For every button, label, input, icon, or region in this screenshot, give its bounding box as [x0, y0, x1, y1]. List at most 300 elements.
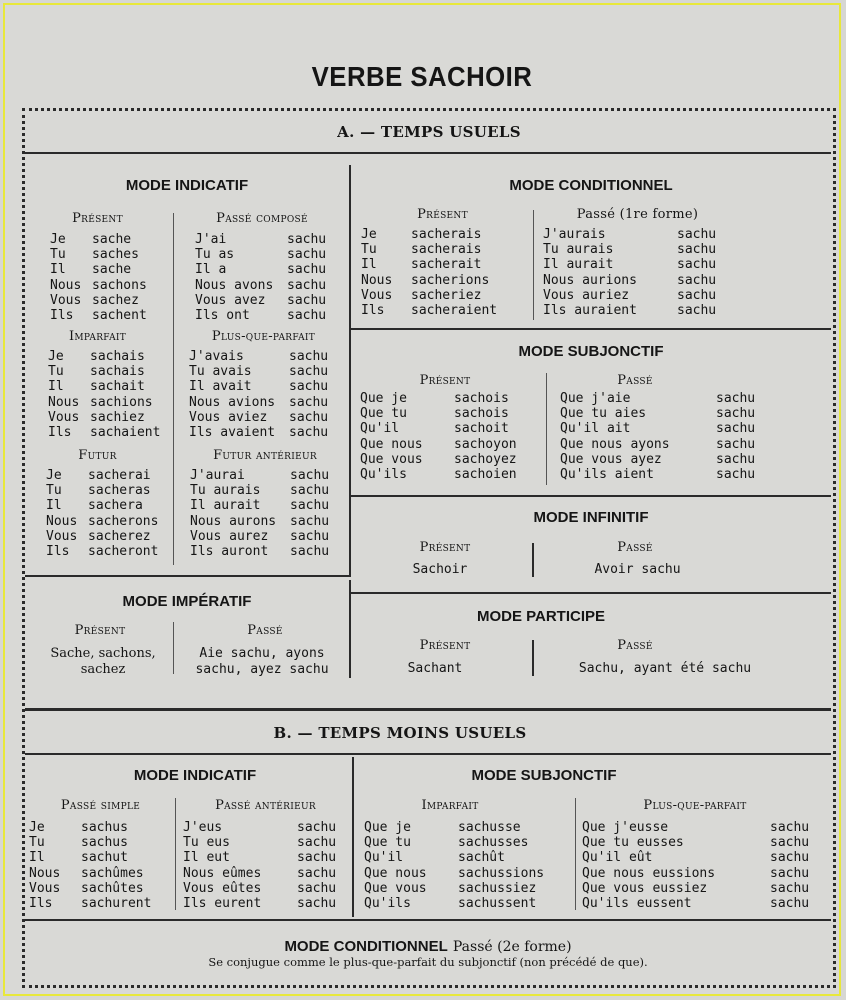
conjugation-subject: Qu'il eût	[582, 850, 653, 866]
conjugation-form: sachois	[454, 406, 509, 422]
conjugation-subject: Vous auriez	[543, 287, 630, 303]
conjugation-form: sachûtes	[81, 880, 144, 896]
imperatif-present-line2: sachez	[80, 662, 126, 677]
conjugation-row	[29, 820, 151, 835]
conjugation-form: sachu	[770, 835, 810, 851]
conjugation-subject: Tu	[29, 835, 45, 851]
conjugation-form: sacheraient	[411, 303, 498, 319]
conjugation-list	[364, 820, 544, 911]
conjugation-form: sachais	[90, 349, 145, 364]
conjugation-row	[560, 467, 755, 482]
divider	[25, 575, 351, 577]
conjugation-form: sachu	[677, 242, 717, 258]
conjugation-row	[48, 349, 160, 364]
conjugation-form: sachurent	[81, 896, 152, 912]
conjugation-row	[195, 247, 326, 262]
conjugation-subject: Que nous ayons	[560, 436, 670, 452]
tense-label: Plus-que-parfait	[643, 798, 747, 813]
conjugation-row	[46, 483, 158, 498]
conditionnel-title: MODE CONDITIONNEL	[509, 177, 673, 194]
conjugation-subject: Nous aurions	[543, 272, 637, 288]
conjugation-form: saches	[92, 247, 139, 263]
conjugation-subject: Ils	[46, 544, 70, 560]
conjugation-subject: Vous aviez	[189, 409, 268, 425]
divider	[349, 580, 351, 678]
conjugation-form: sachûmes	[81, 865, 144, 881]
conjugation-form: sachu	[287, 277, 327, 293]
infinitif-present-value: Sachoir	[412, 562, 468, 577]
conjugation-subject: Je	[46, 468, 62, 483]
conjugation-subject: Je	[48, 349, 64, 364]
divider	[25, 919, 831, 921]
conjugation-row	[560, 421, 755, 436]
conjugation-subject: Qu'il	[364, 850, 404, 866]
conjugation-row	[48, 364, 160, 379]
conjugation-row	[360, 437, 517, 452]
conjugation-form: sacheriez	[411, 287, 482, 303]
conjugation-form: sachu	[770, 880, 810, 896]
divider	[173, 213, 174, 565]
conjugation-subject: Il	[46, 498, 62, 514]
conjugation-form: sachoit	[454, 421, 509, 437]
conjugation-subject: Ils auraient	[543, 303, 637, 319]
conjugation-form: sachu	[297, 850, 337, 866]
conjugation-row	[183, 881, 336, 896]
conjugation-form: sachu	[677, 303, 717, 319]
divider	[351, 592, 831, 594]
conjugation-form: sachu	[716, 391, 756, 406]
conjugation-row	[48, 410, 160, 425]
conjugation-subject: Nous avions	[189, 394, 276, 410]
conjugation-form: sachus	[81, 835, 128, 851]
conjugation-form: sachu	[290, 528, 330, 544]
tense-label: Passé simple	[60, 798, 141, 813]
conjugation-subject: Ils	[48, 425, 72, 441]
conjugation-subject: Il	[50, 262, 66, 278]
conjugation-row	[183, 820, 336, 835]
conjugation-form: sachu	[289, 349, 329, 364]
conjugation-row	[360, 391, 517, 406]
participe-title: MODE PARTICIPE	[476, 608, 606, 625]
divider	[25, 753, 831, 755]
conjugation-form: sachu	[716, 467, 756, 483]
tense-label: Présent	[419, 638, 471, 653]
conjugation-subject: Vous	[46, 528, 78, 544]
tense-label: Présent	[74, 623, 126, 638]
conjugation-subject: Que vous ayez	[560, 451, 662, 467]
tense-label: Imparfait	[421, 798, 479, 813]
conjugation-subject: Il	[361, 257, 377, 273]
tense-label: Passé composé	[216, 211, 308, 226]
tense-label: Futur	[78, 448, 117, 463]
conjugation-row	[29, 850, 151, 865]
section-a-title: A. — TEMPS USUELS	[337, 123, 521, 141]
divider	[25, 708, 831, 711]
conjugation-list	[190, 468, 329, 559]
conjugation-row	[361, 303, 497, 318]
conjugation-list	[195, 232, 326, 323]
conjugation-list	[29, 820, 151, 911]
conjugation-form: sachu	[770, 865, 810, 881]
conjugation-form: sachu	[289, 364, 329, 380]
tense-label: Passé	[247, 623, 283, 638]
conjugation-form: sachu	[287, 232, 327, 247]
conjugation-form: sachu	[297, 835, 337, 851]
conjugation-subject: Que tu eusses	[582, 835, 684, 851]
conjugation-subject: Nous	[29, 865, 61, 881]
conjugation-row	[50, 308, 147, 323]
conjugation-form: sacherez	[88, 528, 151, 544]
conjugation-row	[29, 881, 151, 896]
divider	[351, 495, 831, 497]
conjugation-subject: Ils avaient	[189, 425, 276, 441]
conjugation-row	[190, 514, 329, 529]
conjugation-subject: Tu	[48, 364, 64, 380]
conjugation-row	[189, 410, 328, 425]
conjugation-row	[46, 468, 158, 483]
conjugation-row	[543, 227, 716, 242]
conjugation-subject: Ils	[361, 303, 385, 319]
conjugation-row	[46, 529, 158, 544]
conjugation-list	[46, 468, 158, 559]
conjugation-subject: Que j'eusse	[582, 820, 669, 835]
conjugation-subject: Que nous	[364, 865, 427, 881]
imperatif-present-line1: Sache, sachons,	[50, 646, 156, 661]
conjugation-subject: Nous aurons	[190, 513, 277, 529]
conjugation-form: sachu	[716, 436, 756, 452]
conjugation-subject: Que nous eussions	[582, 865, 716, 881]
conjugation-subject: Je	[29, 820, 45, 835]
conjugation-subject: Que vous	[364, 880, 427, 896]
conjugation-row	[50, 278, 147, 293]
conjugation-subject: Qu'il ait	[560, 421, 631, 437]
conjugation-row	[195, 308, 326, 323]
conjugation-row	[183, 866, 336, 881]
conjugation-row	[582, 850, 809, 865]
conjugation-form: sachu	[297, 880, 337, 896]
conjugation-row	[190, 544, 329, 559]
conjugation-row	[189, 379, 328, 394]
conjugation-subject: Vous aurez	[190, 528, 269, 544]
conjugation-row	[361, 257, 497, 272]
conjugation-subject: Vous eûtes	[183, 880, 262, 896]
conjugation-form: sachu	[297, 896, 337, 912]
conjugation-form: sachu	[297, 865, 337, 881]
divider	[173, 622, 174, 674]
conjugation-row	[189, 425, 328, 440]
conjugation-form: sachu	[287, 292, 327, 308]
conjugation-form: sachu	[677, 227, 717, 242]
conjugation-row	[48, 425, 160, 440]
conjugation-row	[48, 395, 160, 410]
tense-label: Passé	[617, 540, 653, 555]
conjugation-row	[190, 483, 329, 498]
conjugation-form: sacherai	[88, 468, 151, 483]
conjugation-subject: Nous	[48, 394, 80, 410]
conjugation-subject: Que tu	[360, 406, 407, 422]
conjugation-form: sachu	[290, 498, 330, 514]
conjugation-form: sachu	[677, 272, 717, 288]
conjugation-subject: J'aurais	[543, 227, 606, 242]
conjugation-row	[543, 288, 716, 303]
conjugation-form: sachoyez	[454, 451, 517, 467]
conjugation-subject: Nous	[50, 277, 82, 293]
conjugation-form: sachu	[289, 379, 329, 395]
conjugation-form: sachusses	[458, 835, 529, 851]
tense-label: Présent	[419, 373, 471, 388]
conjugation-row	[543, 242, 716, 257]
conjugation-subject: Il eut	[183, 850, 230, 866]
conjugation-subject: Ils ont	[195, 308, 250, 324]
indicatif-a-title: MODE INDICATIF	[125, 177, 249, 194]
conjugation-subject: Qu'il	[360, 421, 400, 437]
conjugation-row	[50, 247, 147, 262]
conjugation-form: sachussent	[458, 896, 537, 912]
conjugation-row	[364, 896, 544, 911]
tense-label: Plus-que-parfait	[211, 329, 316, 344]
conjugation-list	[189, 349, 328, 440]
infinitif-passe-value: Avoir sachu	[594, 562, 681, 577]
conjugation-row	[29, 896, 151, 911]
conjugation-row	[195, 232, 326, 247]
subjonctif-a-title: MODE SUBJONCTIF	[518, 343, 664, 360]
conjugation-form: sachus	[81, 820, 128, 835]
conjugation-form: sachu	[677, 287, 717, 303]
conjugation-form: sachez	[92, 292, 139, 308]
conjugation-row	[189, 395, 328, 410]
conjugation-row	[543, 303, 716, 318]
conjugation-row	[361, 227, 497, 242]
conjugation-subject: Il	[29, 850, 45, 866]
conjugation-subject: Vous	[361, 287, 393, 303]
subjonctif-b-title: MODE SUBJONCTIF	[471, 767, 617, 784]
conjugation-form: sachent	[92, 308, 147, 324]
conjugation-form: sachoien	[454, 467, 517, 483]
conjugation-subject: Il aurait	[190, 498, 261, 514]
conjugation-form: sachu	[287, 262, 327, 278]
conjugation-row	[29, 866, 151, 881]
conjugation-subject: Tu aurais	[190, 483, 261, 499]
conjugation-form: sacherait	[411, 257, 482, 273]
conjugation-subject: Que tu	[364, 835, 411, 851]
conjugation-subject: Tu eus	[183, 835, 230, 851]
participe-passe-value: Sachu, ayant été sachu	[578, 661, 752, 676]
conjugation-row	[361, 288, 497, 303]
conjugation-form: sachait	[90, 379, 145, 395]
conjugation-subject: Nous	[46, 513, 78, 529]
conjugation-row	[183, 835, 336, 850]
conjugation-row	[360, 406, 517, 421]
conjugation-subject: J'eus	[183, 820, 223, 835]
conjugation-row	[189, 349, 328, 364]
conjugation-row	[364, 850, 544, 865]
conjugation-list	[582, 820, 809, 911]
conjugation-row	[364, 866, 544, 881]
conjugation-row	[360, 421, 517, 436]
conjugation-row	[50, 262, 147, 277]
tense-label: Passé antérieur	[215, 798, 316, 813]
conjugation-form: sachu	[770, 820, 810, 835]
conjugation-row	[560, 391, 755, 406]
conjugation-form: sachu	[287, 308, 327, 324]
conjugation-subject: Qu'ils aient	[560, 467, 654, 483]
conjugation-form: sachu	[677, 257, 717, 273]
conjugation-subject: Tu	[46, 483, 62, 499]
conjugation-subject: Nous eûmes	[183, 865, 262, 881]
divider	[575, 798, 576, 910]
conjugation-subject: Je	[361, 227, 377, 242]
conjugation-row	[195, 293, 326, 308]
conjugation-row	[50, 293, 147, 308]
conditionnel-b-suffix: Passé (2e forme)	[452, 939, 572, 955]
conjugation-list	[50, 232, 147, 323]
conjugation-form: sachois	[454, 391, 509, 406]
conjugation-subject: Ils auront	[190, 544, 269, 560]
conjugation-form: sacherais	[411, 227, 482, 242]
conjugation-row	[190, 498, 329, 513]
conjugation-subject: Que tu aies	[560, 406, 647, 422]
tense-label: Passé (1re forme)	[576, 207, 699, 222]
conjugation-subject: Que nous	[360, 436, 423, 452]
conjugation-subject: J'avais	[189, 349, 244, 364]
conjugation-subject: Qu'ils	[360, 467, 407, 483]
conjugation-form: sachu	[290, 483, 330, 499]
conjugation-row	[582, 896, 809, 911]
conjugation-form: sachaient	[90, 425, 161, 441]
conjugation-row	[189, 364, 328, 379]
conjugation-row	[360, 467, 517, 482]
divider	[532, 640, 534, 676]
conjugation-list	[48, 349, 160, 440]
conjugation-list	[543, 227, 716, 318]
conjugation-row	[195, 262, 326, 277]
tense-label: Passé	[617, 373, 653, 388]
conjugation-subject: Il a	[195, 262, 227, 278]
conjugation-form: sachu	[289, 409, 329, 425]
conjugation-form: sachera	[88, 498, 143, 514]
imperatif-passe-line1: Aie sachu, ayons	[199, 646, 325, 661]
conjugation-form: sache	[92, 232, 132, 247]
conjugation-row	[46, 514, 158, 529]
conjugation-row	[560, 437, 755, 452]
conjugation-list	[183, 820, 336, 911]
conjugation-form: sachu	[770, 850, 810, 866]
conjugation-form: sachussions	[458, 865, 545, 881]
conjugation-form: sachu	[289, 394, 329, 410]
conjugation-row	[190, 529, 329, 544]
conjugation-form: sachu	[716, 421, 756, 437]
conjugation-subject: Que je	[360, 391, 407, 406]
conjugation-subject: Tu as	[195, 247, 235, 263]
conjugation-form: sachut	[81, 850, 128, 866]
conjugation-form: sachais	[90, 364, 145, 380]
conjugation-row	[364, 881, 544, 896]
conjugation-row	[46, 544, 158, 559]
conjugation-row	[582, 820, 809, 835]
conjugation-row	[543, 257, 716, 272]
conjugation-form: sachons	[92, 277, 147, 293]
conjugation-subject: Nous avons	[195, 277, 274, 293]
conjugation-row	[46, 498, 158, 513]
divider	[532, 543, 534, 577]
conjugation-subject: Que vous eussiez	[582, 880, 708, 896]
conjugation-form: sachu	[770, 896, 810, 912]
conjugation-subject: Vous avez	[195, 292, 266, 308]
conjugation-row	[183, 896, 336, 911]
conjugation-subject: Que j'aie	[560, 391, 631, 406]
conjugation-subject: Je	[50, 232, 66, 247]
conditionnel-b-note: Se conjugue comme le plus-que-parfait du subjonctif (non précédé de que).	[208, 955, 648, 969]
tense-label: Présent	[72, 211, 123, 226]
conjugation-row	[364, 820, 544, 835]
conjugation-form: sachu	[716, 451, 756, 467]
tense-label: Présent	[419, 540, 471, 555]
conjugation-subject: Il avait	[189, 379, 252, 395]
conjugation-row	[364, 835, 544, 850]
conjugation-form: sachiez	[90, 409, 145, 425]
tense-label: Présent	[417, 207, 468, 222]
conjugation-form: sachussiez	[458, 880, 537, 896]
conjugation-row	[190, 468, 329, 483]
conjugation-form: sachu	[716, 406, 756, 422]
conjugation-subject: Qu'ils	[364, 896, 411, 912]
conjugation-form: sachusse	[458, 820, 521, 835]
conjugation-row	[560, 452, 755, 467]
conjugation-subject: Ils	[29, 896, 53, 912]
conjugation-subject: J'ai	[195, 232, 227, 247]
imperatif-title: MODE IMPÉRATIF	[122, 593, 252, 610]
divider	[25, 152, 831, 154]
conjugation-subject: Il	[48, 379, 64, 395]
divider	[533, 210, 534, 320]
conjugation-row	[582, 881, 809, 896]
divider	[175, 798, 176, 910]
conjugation-form: sacherais	[411, 242, 482, 258]
conjugation-form: sachu	[287, 247, 327, 263]
conjugation-row	[361, 242, 497, 257]
conjugation-row	[560, 406, 755, 421]
conjugation-subject: Tu avais	[189, 364, 252, 380]
participe-present-value: Sachant	[407, 661, 463, 676]
infinitif-title: MODE INFINITIF	[533, 509, 649, 526]
conjugation-form: sachu	[290, 513, 330, 529]
tense-label: Futur antérieur	[213, 448, 317, 463]
divider	[546, 373, 547, 485]
conditionnel-b-title: MODE CONDITIONNEL	[284, 938, 448, 955]
conjugation-row	[582, 835, 809, 850]
conjugation-form: sacherons	[88, 513, 159, 529]
conjugation-subject: Tu	[50, 247, 66, 263]
conjugation-form: sachût	[458, 850, 505, 866]
conjugation-row	[360, 452, 517, 467]
page-title: VERBE SACHOIR	[311, 61, 533, 92]
page	[3, 3, 841, 996]
conjugation-form: sache	[92, 262, 132, 278]
conjugation-row	[195, 278, 326, 293]
conjugation-subject: Que je	[364, 820, 411, 835]
conjugation-form: sachu	[290, 544, 330, 560]
conjugation-subject: Il aurait	[543, 257, 614, 273]
indicatif-b-title: MODE INDICATIF	[133, 767, 257, 784]
conjugation-form: sacheras	[88, 483, 151, 499]
conjugation-subject: Nous	[361, 272, 393, 288]
conjugation-subject: Tu aurais	[543, 242, 614, 258]
conjugation-subject: Vous	[29, 880, 61, 896]
conjugation-row	[48, 379, 160, 394]
conjugation-subject: Ils eurent	[183, 896, 262, 912]
conjugation-form: sachu	[290, 468, 330, 483]
conjugation-form: sachoyon	[454, 436, 517, 452]
